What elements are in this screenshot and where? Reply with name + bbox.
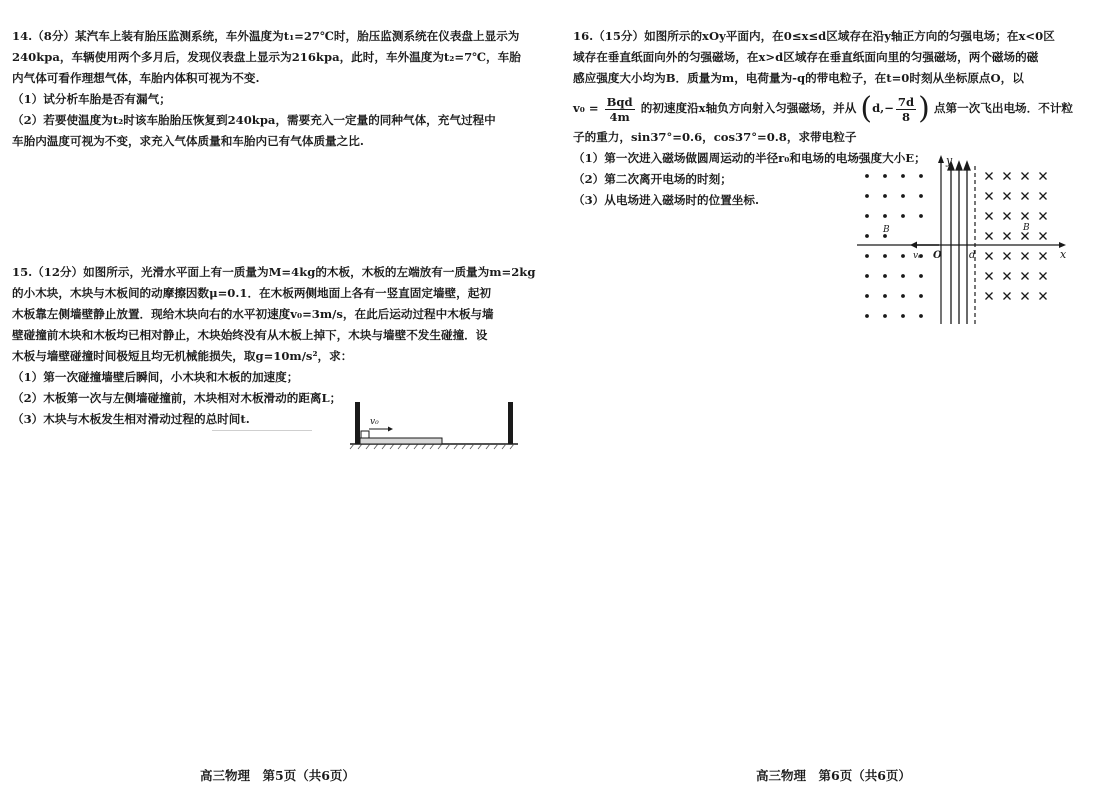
fraction-denominator: 4m	[609, 109, 630, 124]
v0-label: v₀	[913, 251, 922, 261]
point-y-numerator: 7d	[897, 94, 915, 109]
field-dot	[883, 314, 887, 318]
magnetic-field-in-crosses	[986, 173, 1047, 300]
field-cross	[1004, 193, 1011, 200]
field-dot	[883, 194, 887, 198]
q16-line: 感应强度大小均为B．质量为m，电荷量为-q的带电粒子，在t=0时刻从坐标原点O，以	[573, 71, 1024, 85]
b-left-label: B	[883, 225, 890, 235]
q15-figure	[348, 398, 520, 454]
q16-line: （1）第一次进入磁场做圆周运动的半径r₀和电场的电场强度大小E；	[573, 151, 926, 165]
field-dot	[883, 254, 887, 258]
field-cross	[1004, 273, 1011, 280]
point-x: d,−	[872, 101, 894, 115]
field-cross	[1040, 193, 1047, 200]
velocity-label: v₀	[370, 417, 379, 427]
field-dot	[865, 234, 869, 238]
electric-field-lines	[948, 162, 970, 324]
q15-line: 木板与墙壁碰撞时间极短且均无机械能损失，取g=10m/s²，求：	[12, 349, 353, 363]
formula-mid-text: 的初速度沿x轴负方向射入匀强磁场，并从	[640, 101, 857, 115]
field-dot	[883, 174, 887, 178]
q14-line: （2）若要使温度为t₂时该车胎胎压恢复到240kpa，需要充入一定量的同种气体，充气过程中	[12, 113, 496, 127]
b-right-label: B	[1023, 223, 1030, 233]
field-cross	[986, 213, 993, 220]
wooden-board	[360, 438, 442, 444]
field-cross	[1040, 273, 1047, 280]
field-dot	[883, 294, 887, 298]
x-axis-label: x	[1060, 248, 1067, 261]
field-cross	[1004, 233, 1011, 240]
field-dot	[919, 174, 923, 178]
initial-velocity-arrow-head	[910, 242, 917, 249]
q15-line: （3）木块与木板发生相对滑动过程的总时间t.	[12, 412, 250, 426]
q16-line: 域存在垂直纸面向外的匀强磁场，在x>d区域存在垂直纸面向里的匀强磁场，两个磁场的磁	[573, 50, 1039, 64]
field-dot	[919, 314, 923, 318]
formula-end-text: 点第一次飞出电场．不计粒	[933, 101, 1074, 115]
field-dot	[919, 294, 923, 298]
field-cross	[1040, 293, 1047, 300]
field-dot	[865, 174, 869, 178]
field-dot	[901, 254, 905, 258]
field-cross	[1004, 213, 1011, 220]
field-cross	[986, 193, 993, 200]
point-y-denominator: 8	[901, 109, 911, 124]
field-dot	[901, 214, 905, 218]
origin-label: O	[933, 250, 942, 261]
field-cross	[986, 233, 993, 240]
field-cross	[1022, 193, 1029, 200]
y-axis-label: y	[946, 154, 953, 167]
q15-line: 木板靠左侧墙壁静止放置．现给木块向右的水平初速度v₀=3m/s，在此后运动过程中木板与墙	[12, 307, 494, 321]
field-cross	[1040, 233, 1047, 240]
field-cross	[986, 173, 993, 180]
field-cross	[986, 273, 993, 280]
q14-line: 14.（8分）某汽车上装有胎压监测系统，车外温度为t₁=27℃时，胎压监测系统在仪表盘上显示为	[12, 29, 520, 43]
field-dot	[883, 274, 887, 278]
field-dot	[901, 294, 905, 298]
field-dot	[865, 254, 869, 258]
field-dot	[901, 314, 905, 318]
field-cross	[1004, 173, 1011, 180]
q16-formula-line	[573, 89, 1073, 127]
field-cross	[1040, 213, 1047, 220]
question-14	[12, 26, 521, 152]
field-dot	[919, 214, 923, 218]
field-cross	[1022, 213, 1029, 220]
field-dot	[901, 174, 905, 178]
q15-line: 15.（12分）如图所示，光滑水平面上有一质量为M=4kg的木板，木板的左端放有一质量为m=2kg	[12, 265, 536, 279]
field-dot	[865, 314, 869, 318]
right-wall	[508, 402, 513, 444]
field-dot	[919, 274, 923, 278]
field-dot	[883, 214, 887, 218]
field-cross	[1022, 253, 1029, 260]
q16-line: （2）第二次离开电场的时刻；	[573, 172, 732, 186]
q15-line: 的小木块，木块与木板间的动摩擦因数μ=0.1．在木板两侧地面上各有一竖直固定墙壁，起初	[12, 286, 491, 300]
small-block	[361, 431, 369, 438]
field-dot	[901, 274, 905, 278]
y-axis-arrow	[938, 155, 944, 163]
q16-line: 16.（15分）如图所示的xOy平面内，在0≤x≤d区域存在沿y轴正方向的匀强电场；在x<0区	[573, 29, 1055, 43]
field-dot	[919, 194, 923, 198]
right-paren: )	[918, 91, 930, 126]
fraction-numerator: Bqd	[606, 94, 633, 109]
field-cross	[1004, 293, 1011, 300]
scan-mark	[212, 430, 312, 431]
field-dot	[865, 194, 869, 198]
field-cross	[986, 293, 993, 300]
field-dot	[865, 274, 869, 278]
q15-line: （2）木板第一次与左侧墙碰撞前，木块相对木板滑动的距离L；	[12, 391, 342, 405]
right-page	[559, 0, 1118, 800]
q15-line: 壁碰撞前木块和木板均已相对静止，木块始终没有从木板上掉下，木块与墙壁不发生碰撞．设	[12, 328, 488, 342]
field-cross	[1004, 253, 1011, 260]
field-cross	[1022, 273, 1029, 280]
field-cross	[1022, 233, 1029, 240]
velocity-arrow-head	[388, 427, 393, 432]
q16-field-figure	[855, 152, 1069, 328]
footer-page-6: 高三物理 第6页（共6页）	[756, 768, 911, 783]
field-dot	[901, 194, 905, 198]
field-cross	[1040, 173, 1047, 180]
left-paren: (	[860, 91, 873, 126]
field-cross	[1022, 173, 1029, 180]
q16-line: 子的重力，sin37°=0.6，cos37°=0.8，求带电粒子	[573, 130, 857, 144]
velocity-fraction	[605, 95, 635, 124]
field-cross	[1022, 293, 1029, 300]
q14-line: 内气体可看作理想气体，车胎内体积可视为不变.	[12, 71, 260, 85]
d-label: d	[969, 250, 976, 261]
field-cross	[1040, 253, 1047, 260]
v0-symbol: v₀ =	[573, 101, 599, 115]
point-y-fraction	[896, 95, 916, 124]
q14-line: 240kpa，车辆使用两个多月后，发现仪表盘上显示为216kpa，此时，车外温度为t₂=7℃，车胎	[12, 50, 521, 64]
q14-line: （1）试分析车胎是否有漏气；	[12, 92, 171, 106]
footer-page-5: 高三物理 第5页（共6页）	[200, 768, 355, 783]
q15-line: （1）第一次碰撞墙壁后瞬间，小木块和木板的加速度；	[12, 370, 299, 384]
field-dot	[865, 214, 869, 218]
left-wall	[355, 402, 360, 444]
field-dot	[865, 294, 869, 298]
q14-line: 车胎内温度可视为不变，求充入气体质量和车胎内已有气体质量之比.	[12, 134, 364, 148]
q16-line: （3）从电场进入磁场时的位置坐标.	[573, 193, 760, 207]
field-cross	[986, 253, 993, 260]
